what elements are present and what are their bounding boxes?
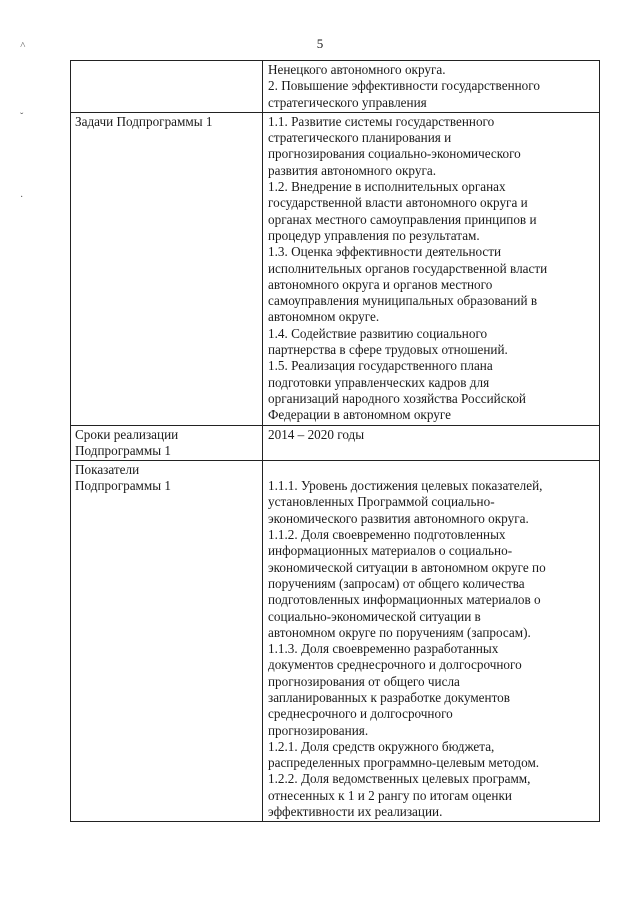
row-value-line: среднесрочного и долгосрочного [268,706,453,722]
row-value-line: 1.1.3. Доля своевременно разработанных [268,641,499,657]
row-value-line: автономном округе по поручениям (запросам). [268,624,531,640]
row-value-line: подготовки управленческих кадров для [268,374,490,390]
row-value-line: эффективности их реализации. [268,804,443,820]
row-value-line: прогнозирования. [268,722,369,738]
row-value-cell [263,425,600,461]
row-value-line: установленных Программой социально- [268,494,495,510]
row-value-line: развития автономного округа. [268,162,436,178]
row-label-line: Задачи Подпрограммы 1 [75,113,213,129]
row-value-line: исполнительных органов государственной власти [268,260,548,276]
row-label-line: Сроки реализации [75,426,179,442]
program-table [70,60,600,822]
row-value-line: процедур управления по результатам. [268,227,480,243]
row-value-line: 1.4. Содействие развитию социального [268,325,488,341]
table-row [71,461,600,822]
page-number: 5 [316,36,324,51]
margin-mark: ˇ [20,112,24,123]
row-value-line: Федерации в автономном округе [268,407,451,423]
row-value-line: прогнозирования от общего числа [268,673,460,689]
row-value-line: 1.3. Оценка эффективности деятельности [268,244,502,260]
row-value-line: отнесенных к 1 и 2 рангу по итогам оценки [268,787,512,803]
row-value-line: социально-экономической ситуации в [268,608,481,624]
row-value-line: экономической ситуации в автономном округе по [268,559,546,575]
row-value-line: Ненецкого автономного округа. [268,62,446,77]
row-value-line: 1.2.1. Доля средств окружного бюджета, [268,738,495,754]
margin-mark: ˄ [20,40,26,51]
table-row [71,112,600,425]
row-value-line [268,462,595,478]
row-value-cell [263,461,600,822]
row-value-line: автономного округа и органов местного [268,276,493,292]
row-label-line: Показатели [75,462,140,478]
row-value-line: 2014 – 2020 годы [268,426,365,442]
row-value-line: органах местного самоуправления принципов и [268,211,537,227]
row-value-cell [263,112,600,425]
row-value-line: 1.5. Реализация государственного плана [268,358,493,374]
row-value-line: информационных материалов о социально- [268,543,513,559]
table-row [71,61,600,113]
row-value-line: организаций народного хозяйства Российской [268,390,526,406]
row-label-cell [71,112,263,425]
row-label-line: Подпрограммы 1 [75,478,171,494]
row-value-line: 1.2. Внедрение в исполнительных органах [268,179,506,195]
row-value-line: 1.2.2. Доля ведомственных целевых программ, [268,771,531,787]
row-label-cell [71,425,263,461]
row-value-line: 1.1.1. Уровень достижения целевых показателей, [268,478,543,494]
row-value-line: стратегического планирования и [268,130,452,146]
row-value-line: 1.1.2. Доля своевременно подготовленных [268,527,506,543]
row-value-line: самоуправления муниципальных образований в [268,293,538,309]
row-value-line: 1.1. Развитие системы государственного [268,113,495,129]
row-value-line: запланированных к разработке документов [268,689,510,705]
row-label-cell [71,461,263,822]
row-value-line: 2. Повышение эффективности государственного [268,78,540,94]
row-value-line: партнерства в сфере трудовых отношений. [268,342,508,358]
row-value-line: автономном округе. [268,309,380,325]
row-value-line: поручениям (запросам) от общего количества [268,575,525,591]
table-row [71,425,600,461]
row-value-line: государственной власти автономного округа и [268,195,528,211]
row-label-cell [71,61,263,113]
margin-mark: · [20,192,24,203]
row-value-line: подготовленных информационных материалов о [268,592,541,608]
row-value-cell [263,61,600,113]
row-value-line: экономического развития автономного округа. [268,510,529,526]
row-value-line: документов среднесрочного и долгосрочного [268,657,522,673]
row-value-line: распределенных программно-целевым методом. [268,755,540,771]
row-label-line: Подпрограммы 1 [75,442,171,458]
row-value-line: прогнозирования социально-экономического [268,146,521,162]
row-value-line: стратегического управления [268,94,427,110]
